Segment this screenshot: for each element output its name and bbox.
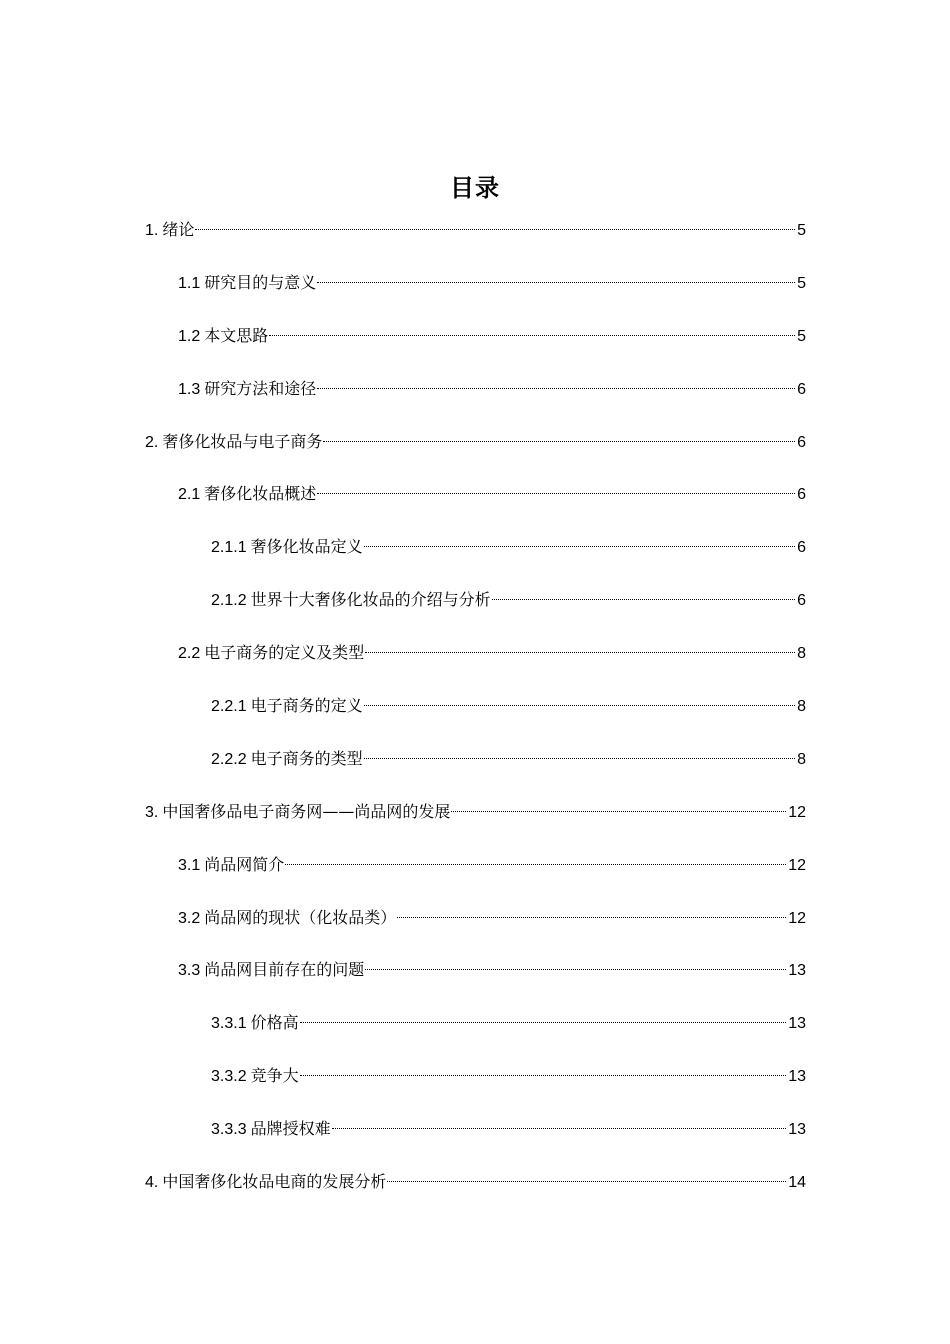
toc-dot-leader <box>300 1022 787 1023</box>
toc-entry-label: 绪论 <box>162 220 195 239</box>
toc-entry-label: 电子商务的类型 <box>250 748 363 768</box>
toc-entry-page: 6 <box>797 539 806 557</box>
toc-entry[interactable] <box>145 371 806 424</box>
toc-dot-leader <box>451 811 786 812</box>
toc-entry-page: 12 <box>788 803 806 821</box>
toc-dot-leader <box>300 1075 787 1076</box>
toc-entry[interactable] <box>145 1005 806 1058</box>
toc-entry-page: 13 <box>788 962 806 980</box>
toc-entry-page: 14 <box>788 1174 806 1192</box>
toc-entry-number: 3.3.2 <box>211 1068 247 1086</box>
toc-entry-page: 6 <box>797 486 806 504</box>
toc-entry-page: 13 <box>788 1015 806 1033</box>
toc-entry-number: 2.1.1 <box>211 539 247 557</box>
toc-entry[interactable] <box>145 265 806 318</box>
toc-entry-number: 1. <box>145 222 159 239</box>
toc-dot-leader <box>365 652 795 653</box>
toc-dot-leader <box>317 282 795 283</box>
toc-entry-page: 8 <box>797 750 806 768</box>
toc-entry-page: 8 <box>797 698 806 716</box>
toc-dot-leader <box>397 917 786 918</box>
toc-entry-number: 3. <box>145 803 159 821</box>
toc-entry[interactable] <box>145 900 806 953</box>
toc-entry-number: 2.1.2 <box>211 592 247 610</box>
toc-dot-leader <box>364 758 795 759</box>
toc-entry-label: 世界十大奢侈化妆品的介绍与分析 <box>250 590 491 610</box>
toc-entry[interactable] <box>145 424 806 477</box>
toc-entry-page: 5 <box>797 274 806 292</box>
toc-entry[interactable] <box>145 952 806 1005</box>
toc-entry[interactable] <box>145 212 806 265</box>
toc-dot-leader <box>317 493 795 494</box>
toc-entry-number: 3.3 <box>178 962 201 980</box>
toc-dot-leader <box>269 335 795 336</box>
toc-entry-page: 8 <box>797 645 806 663</box>
toc-dot-leader <box>285 864 786 865</box>
toc-entry-number: 2.2 <box>178 645 201 663</box>
toc-entry-page: 13 <box>788 1068 806 1086</box>
toc-entry-number: 3.2 <box>178 909 201 927</box>
toc-entry[interactable] <box>145 529 806 582</box>
toc-entry-number: 1.1 <box>178 274 201 292</box>
toc-entry-label: 尚品网目前存在的问题 <box>204 960 365 980</box>
toc-entry-page: 5 <box>797 327 806 345</box>
toc-entry[interactable] <box>145 688 806 741</box>
toc-entry-number: 2.2.1 <box>211 698 247 716</box>
toc-entry[interactable] <box>145 847 806 900</box>
toc-dot-leader <box>364 705 795 706</box>
toc-entry-number: 1.3 <box>178 380 201 398</box>
toc-entry-label: 本文思路 <box>204 325 269 345</box>
toc-dot-leader <box>387 1181 786 1182</box>
toc-entry-label: 竞争大 <box>250 1066 299 1086</box>
toc-entry[interactable] <box>145 1164 806 1217</box>
toc-entry-number: 2. <box>145 433 159 451</box>
toc-entry-label: 奢侈化妆品定义 <box>250 537 363 557</box>
toc-entry-page: 6 <box>797 380 806 398</box>
toc-entry-number: 4. <box>145 1174 159 1192</box>
toc-entry[interactable] <box>145 741 806 794</box>
toc-list <box>145 212 806 1217</box>
toc-entry-label: 电子商务的定义及类型 <box>204 643 365 663</box>
toc-dot-leader <box>323 441 795 442</box>
toc-entry[interactable] <box>145 794 806 847</box>
toc-dot-leader <box>332 1128 787 1129</box>
toc-entry-number: 2.1 <box>178 486 201 504</box>
toc-entry-label: 奢侈化妆品概述 <box>204 484 317 504</box>
toc-entry-page: 13 <box>788 1121 806 1139</box>
toc-entry-number: 3.1 <box>178 856 201 874</box>
toc-title: 目录 <box>450 174 500 202</box>
toc-entry-label: 尚品网简介 <box>204 854 285 874</box>
toc-entry-number: 3.3.3 <box>211 1121 247 1139</box>
toc-entry-label: 研究方法和途径 <box>204 378 317 398</box>
toc-entry-label: 中国奢侈化妆品电商的发展分析 <box>162 1172 387 1192</box>
toc-entry-page: 12 <box>788 856 806 874</box>
toc-entry-label: 品牌授权难 <box>250 1119 331 1139</box>
toc-entry[interactable] <box>145 318 806 371</box>
toc-entry-page: 12 <box>788 909 806 927</box>
toc-entry-label: 电子商务的定义 <box>250 696 363 716</box>
toc-entry[interactable] <box>145 582 806 635</box>
toc-dot-leader <box>492 599 795 600</box>
toc-entry[interactable] <box>145 1111 806 1164</box>
toc-dot-leader <box>364 546 795 547</box>
toc-entry-page: 6 <box>797 433 806 451</box>
toc-entry-label: 研究目的与意义 <box>204 272 317 292</box>
toc-entry-page: 5 <box>797 222 806 239</box>
toc-dot-leader <box>317 388 795 389</box>
toc-entry[interactable] <box>145 1058 806 1111</box>
toc-dot-leader <box>365 969 786 970</box>
toc-entry-number: 1.2 <box>178 327 201 345</box>
toc-entry-label: 奢侈化妆品与电子商务 <box>162 431 323 451</box>
toc-entry-number: 3.3.1 <box>211 1015 247 1033</box>
toc-dot-leader <box>195 229 795 230</box>
toc-entry[interactable] <box>145 476 806 529</box>
toc-entry[interactable] <box>145 635 806 688</box>
toc-entry-label: 尚品网的现状（化妆品类） <box>204 907 397 927</box>
toc-entry-label: 中国奢侈品电子商务网——尚品网的发展 <box>162 801 451 821</box>
toc-entry-number: 2.2.2 <box>211 750 247 768</box>
toc-entry-label: 价格高 <box>250 1013 299 1033</box>
toc-entry-page: 6 <box>797 592 806 610</box>
